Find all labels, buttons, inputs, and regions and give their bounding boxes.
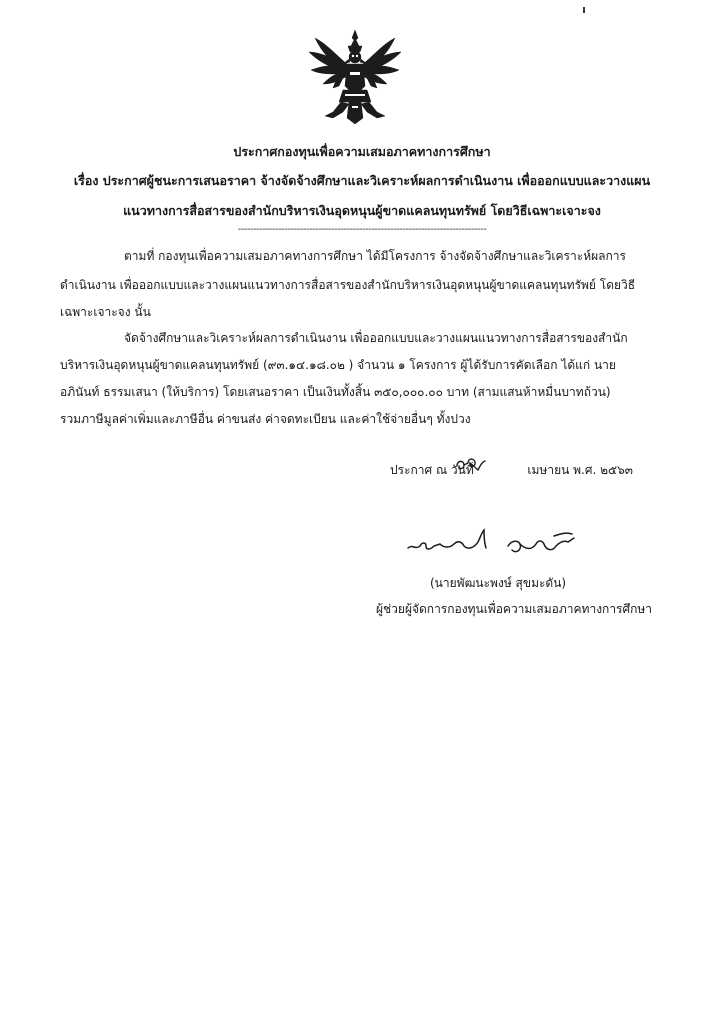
announcement-date <box>390 461 633 480</box>
signer-name: (นายพัฒนะพงษ์ สุขมะดัน) <box>430 576 567 590</box>
garuda-emblem <box>303 28 407 126</box>
handwritten-day <box>454 454 488 476</box>
subject-line-continued: แนวทางการสื่อสารของสำนักบริหารเงินอุดหนุนผู้ขาดแคลนทุนทรัพย์ โดยวิธีเฉพาะเจาะจง <box>123 203 601 218</box>
date-prefix: ประกาศ ณ วันที่ <box>390 463 474 477</box>
signature <box>404 526 588 564</box>
body-line: ตามที่ กองทุนเพื่อความเสมอภาคทางการศึกษา ได้มีโครงการ จ้างจัดจ้างศึกษาและวิเคราะห์ผลการ <box>124 249 626 263</box>
body-line: อภินันท์ ธรรมเสนา (ให้บริการ) โดยเสนอราคา เป็นเงินทั้งสิ้น ๓๕๐,๐๐๐.๐๐ บาท (สามแสนห้าหมื่นบาทถ้วน) <box>60 385 611 399</box>
announcement-heading: ประกาศกองทุนเพื่อความเสมอภาคทางการศึกษา <box>233 144 491 159</box>
body-line: บริหารเงินอุดหนุนผู้ขาดแคลนทุนทรัพย์ (๙๓.๑๔.๑๘.๐๒ ) จำนวน ๑ โครงการ ผู้ได้รับการคัดเลือก ได้แก่ นาย <box>60 358 616 372</box>
date-suffix: เมษายน พ.ศ. ๒๕๖๓ <box>527 463 633 477</box>
body-line: ดำเนินงาน เพื่อออกแบบและวางแผนแนวทางการสื่อสารของสำนักบริหารเงินอุดหนุนผู้ขาดแคลนทุนทรัพย์ โดยวิธี <box>60 278 636 292</box>
scan-speck <box>583 7 585 13</box>
body-line: รวมภาษีมูลค่าเพิ่มและภาษีอื่น ค่าขนส่ง ค่าจดทะเบียน และค่าใช้จ่ายอื่นๆ ทั้งปวง <box>60 412 471 426</box>
separator-line: -------------------------------------------------------------------------------- <box>237 224 487 235</box>
signer-title: ผู้ช่วยผู้จัดการกองทุนเพื่อความเสมอภาคทางการศึกษา <box>376 602 653 616</box>
body-line: จัดจ้างศึกษาและวิเคราะห์ผลการดำเนินงาน เพื่อออกแบบและวางแผนแนวทางการสื่อสารของสำนัก <box>124 331 628 345</box>
body-line: เฉพาะเจาะจง นั้น <box>60 305 151 319</box>
subject-line: เรื่อง ประกาศผู้ชนะการเสนอราคา จ้างจัดจ้างศึกษาและวิเคราะห์ผลการดำเนินงาน เพื่อออกแบบและวางแผน <box>73 173 651 188</box>
